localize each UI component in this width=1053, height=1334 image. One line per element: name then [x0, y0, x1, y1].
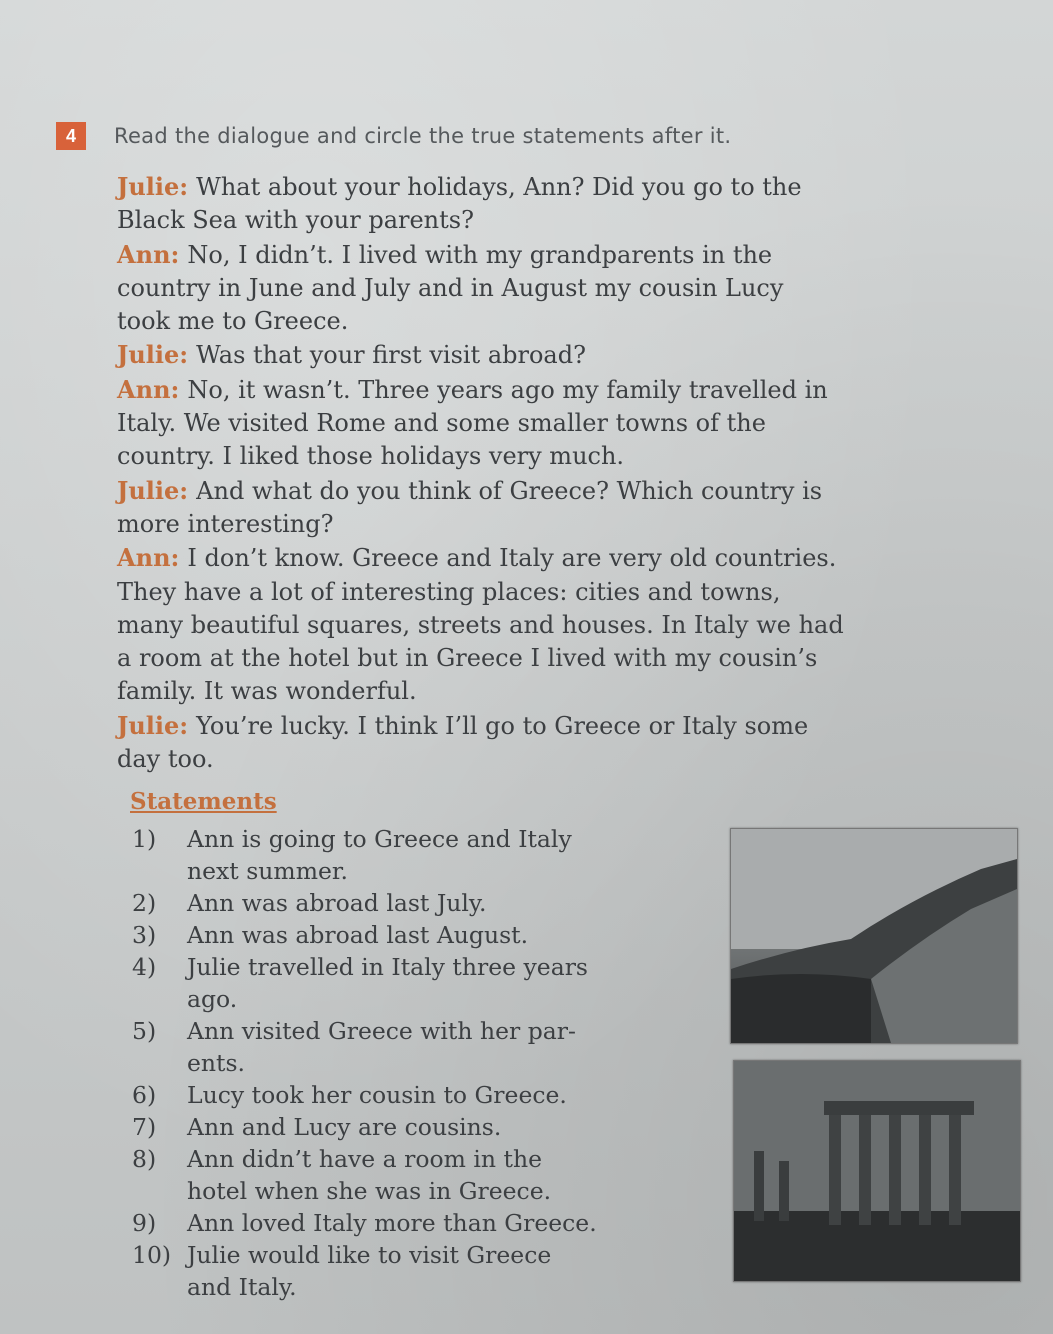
statement-text: hotel when she was in Greece. [187, 1177, 552, 1205]
speaker-name: Julie: [117, 340, 189, 370]
dialogue-line [117, 675, 1017, 708]
statement-item [132, 919, 702, 951]
dialogue-line [117, 508, 1017, 541]
dialogue-line [117, 609, 1017, 642]
statement-item [132, 1079, 702, 1111]
dialogue-text: country. I liked those holidays very much. [117, 442, 625, 471]
statement-number [132, 1175, 187, 1207]
speaker-name: Julie: [117, 172, 189, 201]
dialogue-text: family. It was wonderful. [117, 677, 417, 706]
statement-number [132, 1271, 187, 1303]
dialogue-text: Black Sea with your parents? [117, 206, 474, 235]
dialogue-text: What about your holidays, Ann? Did you go to the [196, 173, 802, 201]
dialogue-text: country in June and July and in August my cousin Lucy [117, 273, 784, 302]
dialogue-text: They have a lot of interesting places: cities and towns, [117, 577, 781, 606]
statement-number: 8) [132, 1145, 157, 1173]
dialogue-line [117, 541, 1017, 575]
dialogue-line [117, 642, 1017, 675]
dialogue-text: took me to Greece. [117, 307, 349, 336]
dialogue-line [117, 373, 1017, 407]
statement-item [132, 887, 702, 919]
statement-item [132, 1111, 702, 1143]
dialogue [117, 170, 1017, 776]
dialogue-line [117, 743, 1017, 776]
dialogue-text: No, it wasn’t. Three years ago my family travelled in [187, 375, 828, 404]
statement-text: ago. [187, 985, 238, 1013]
statement-number: 10) [132, 1241, 172, 1269]
statement-text: Ann was abroad last August. [187, 921, 529, 949]
dialogue-text: day too. [117, 745, 214, 774]
dialogue-line [117, 338, 1017, 372]
statement-item [132, 1207, 702, 1239]
statement-item [132, 1015, 702, 1047]
dialogue-line [117, 709, 1017, 743]
dialogue-text: And what do you think of Greece? Which country is [196, 476, 823, 505]
photo-ruins-image [733, 1060, 1021, 1282]
dialogue-line [117, 407, 1017, 440]
statement-text: Ann visited Greece with her par- [187, 1017, 576, 1045]
statement-item [132, 1047, 702, 1079]
dialogue-text: You’re lucky. I think I’ll go to Greece or Italy some [196, 711, 809, 740]
statement-text: next summer. [187, 857, 349, 885]
statement-text: Lucy took her cousin to Greece. [187, 1081, 567, 1109]
statement-item [132, 1271, 702, 1303]
speaker-name: Ann: [117, 543, 180, 573]
dialogue-line [117, 238, 1017, 272]
statement-number: 9) [132, 1209, 157, 1237]
dialogue-line [117, 576, 1017, 609]
task-instruction: Read the dialogue and circle the true statements after it. [114, 124, 732, 148]
speaker-name: Julie: [117, 710, 189, 740]
statement-item [132, 855, 702, 887]
dialogue-line [117, 305, 1017, 338]
dialogue-text: Italy. We visited Rome and some smaller towns of the [117, 409, 766, 438]
statement-text: Ann was abroad last July. [187, 889, 487, 917]
statement-item [132, 823, 702, 855]
statements-title: Statements [130, 788, 277, 815]
statement-item [132, 1175, 702, 1207]
statement-text: Julie travelled in Italy three years [187, 953, 588, 981]
task-number-badge: 4 [56, 122, 86, 150]
dialogue-line [117, 272, 1017, 305]
statement-number [132, 983, 187, 1015]
statement-item [132, 1239, 702, 1271]
statement-number: 6) [132, 1081, 157, 1109]
statement-item [132, 983, 702, 1015]
statements-list [132, 823, 702, 1303]
speaker-name: Ann: [117, 239, 180, 269]
speaker-name: Ann: [117, 374, 180, 404]
statement-number: 7) [132, 1113, 157, 1141]
statement-text: Ann is going to Greece and Italy [187, 825, 572, 853]
statement-number: 5) [132, 1017, 157, 1045]
statement-item [132, 1143, 702, 1175]
dialogue-text: No, I didn’t. I lived with my grandparents in the [187, 240, 773, 269]
statement-number [132, 855, 187, 887]
dialogue-text: I don’t know. Greece and Italy are very old countries. [187, 544, 837, 573]
dialogue-line [117, 440, 1017, 473]
dialogue-text: a room at the hotel but in Greece I lived with my cousin’s [117, 644, 818, 673]
statement-text: Ann didn’t have a room in the [187, 1145, 543, 1173]
statement-text: ents. [187, 1049, 246, 1077]
statement-text: Julie would like to visit Greece [187, 1241, 552, 1269]
statement-number: 3) [132, 921, 157, 949]
task-header [56, 118, 856, 154]
speaker-name: Julie: [117, 475, 189, 505]
dialogue-text: Was that your first visit abroad? [196, 341, 586, 370]
dialogue-text: many beautiful squares, streets and houses. In Italy we had [117, 610, 844, 639]
dialogue-line [117, 170, 1017, 204]
statement-text: and Italy. [187, 1273, 297, 1301]
statement-number: 4) [132, 953, 157, 981]
dialogue-text: more interesting? [117, 509, 334, 538]
statement-number: 1) [132, 825, 157, 853]
statement-number: 2) [132, 889, 157, 917]
statement-text: Ann loved Italy more than Greece. [187, 1209, 597, 1237]
statement-number [132, 1047, 187, 1079]
statement-item [132, 951, 702, 983]
photo-coast-image [730, 828, 1018, 1044]
dialogue-line [117, 204, 1017, 237]
dialogue-line [117, 474, 1017, 508]
statement-text: Ann and Lucy are cousins. [187, 1113, 502, 1141]
